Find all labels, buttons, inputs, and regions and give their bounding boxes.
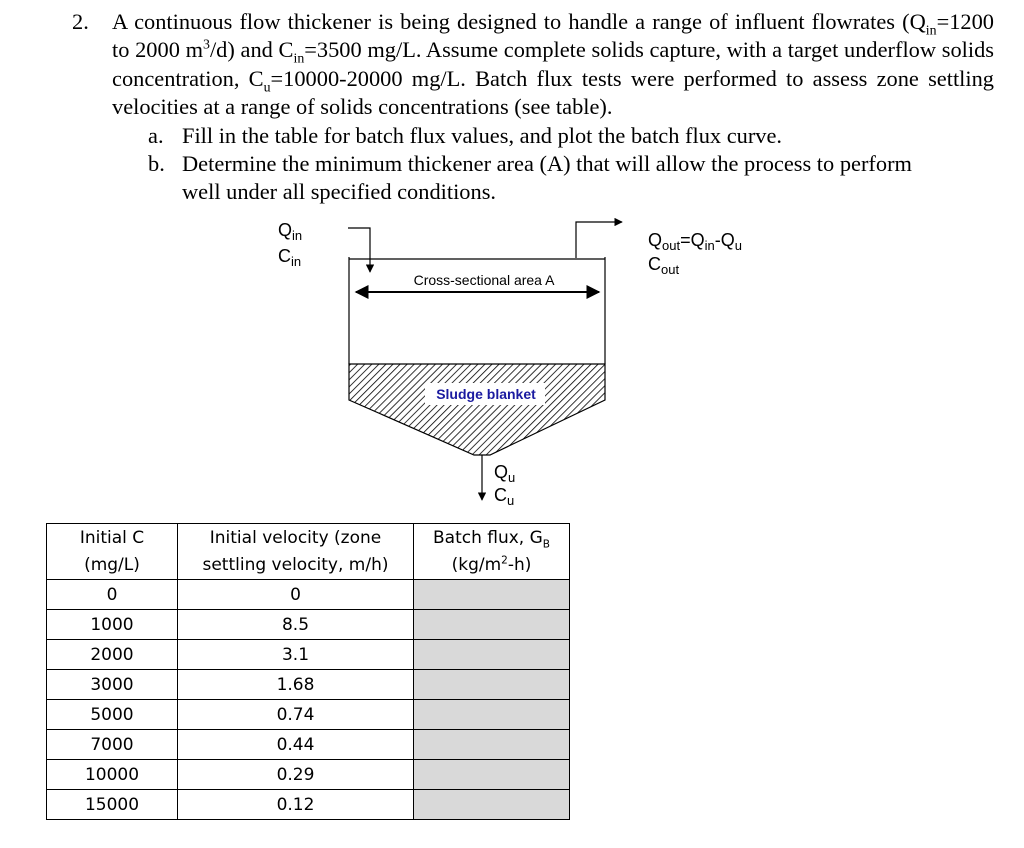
underflow-q-label: $Q_u$	[494, 462, 516, 485]
inlet-c-label: $C_{in}$	[278, 246, 302, 269]
table-row	[47, 760, 570, 790]
problem-intro: A continuous flow thickener is being designed to handle a range of influent flowrates	[112, 9, 895, 34]
cell-velocity: 0	[178, 580, 414, 610]
part-b-line1: Determine the minimum thickener area (A) that will allow the process to perform	[182, 151, 912, 176]
cell-batch-flux-blank[interactable]	[414, 670, 570, 700]
qin-symbol: Q	[909, 9, 926, 34]
table-row	[47, 700, 570, 730]
cell-velocity: 1.68	[178, 670, 414, 700]
table-row	[47, 640, 570, 670]
cell-velocity: 0.29	[178, 760, 414, 790]
part-b-line2: well under all specified conditions.	[182, 179, 497, 204]
inlet-pipe	[348, 228, 370, 272]
table-row	[47, 730, 570, 760]
part-a-label: a.	[148, 123, 164, 148]
qin-range: =1200 to 2000 m	[112, 9, 994, 63]
cin-value: =3500 mg/L. Assume complete solids capture, with a target underflow solids concentration, C	[112, 37, 994, 91]
outlet-pipe	[576, 222, 622, 258]
table-row	[47, 790, 570, 820]
problem-number: 2.	[72, 9, 89, 34]
problem-body: A continuous flow thickener is being designed to handle a range of influent flowrates ($Q_{in}=1200$ to 2000 $m^3/d$) and $C_{in}=3500$ mg/L. Assume complete solids capture, with a target underflow solids concentration, $C_u=10000-20000$ mg/L. Batch flux tests were performed to assess zone settling velocities at a range of solids concentrations (see table).	[112, 9, 994, 120]
qin-exp: 3	[203, 37, 210, 53]
table-row	[47, 670, 570, 700]
underflow-c-label: $C_u$	[494, 485, 515, 508]
header-batch-flux: Batch flux, $G_B$ $(kg/m^2-h)$	[414, 524, 570, 580]
cell-velocity: 0.74	[178, 700, 414, 730]
cell-initial-c: 1000	[47, 610, 178, 640]
cell-initial-c: 10000	[47, 760, 178, 790]
cu-sub: u	[263, 80, 271, 96]
cell-initial-c: 3000	[47, 670, 178, 700]
cu-value: =10000-20000 mg/L. Batch flux tests were performed to assess zone settling velocities at a range of solids concentrations (see table).	[112, 65, 994, 120]
cell-batch-flux-blank[interactable]	[414, 790, 570, 820]
cell-velocity: 3.1	[178, 640, 414, 670]
cell-batch-flux-blank[interactable]	[414, 580, 570, 610]
part-b-label: b.	[148, 151, 165, 176]
cell-batch-flux-blank[interactable]	[414, 700, 570, 730]
cell-batch-flux-blank[interactable]	[414, 610, 570, 640]
sludge-blanket-hatch	[349, 364, 605, 455]
part-a-text: Fill in the table for batch flux values, and plot the batch flux curve.	[182, 123, 783, 148]
cell-batch-flux-blank[interactable]	[414, 640, 570, 670]
area-label: Cross-sectional area A	[413, 272, 555, 288]
header-initial-velocity: Initial velocity (zone settling velocity, m/h)	[178, 524, 414, 580]
cin-sub: in	[293, 51, 305, 67]
table-header-row	[47, 524, 570, 580]
sludge-blanket-label: Sludge blanket	[436, 386, 536, 402]
inlet-q-label: $Q_{in}$	[278, 220, 303, 243]
qin-unit: /d) and C	[209, 37, 294, 63]
outlet-q-label: $Q_{out}=Q_{in}-Q_u$	[648, 230, 742, 253]
cell-velocity: 0.12	[178, 790, 414, 820]
cell-initial-c: 2000	[47, 640, 178, 670]
cell-initial-c: 7000	[47, 730, 178, 760]
cell-velocity: 8.5	[178, 610, 414, 640]
cell-initial-c: 0	[47, 580, 178, 610]
table-row	[47, 580, 570, 610]
cell-initial-c: 15000	[47, 790, 178, 820]
header-initial-c: Initial C (mg/L)	[47, 524, 178, 580]
cell-initial-c: 5000	[47, 700, 178, 730]
cell-batch-flux-blank[interactable]	[414, 760, 570, 790]
batch-flux-table	[46, 523, 570, 820]
cell-velocity: 0.44	[178, 730, 414, 760]
outlet-c-label: $C_{out}$	[648, 254, 680, 277]
table-row	[47, 610, 570, 640]
cell-batch-flux-blank[interactable]	[414, 730, 570, 760]
qin-sub: in	[925, 23, 937, 39]
